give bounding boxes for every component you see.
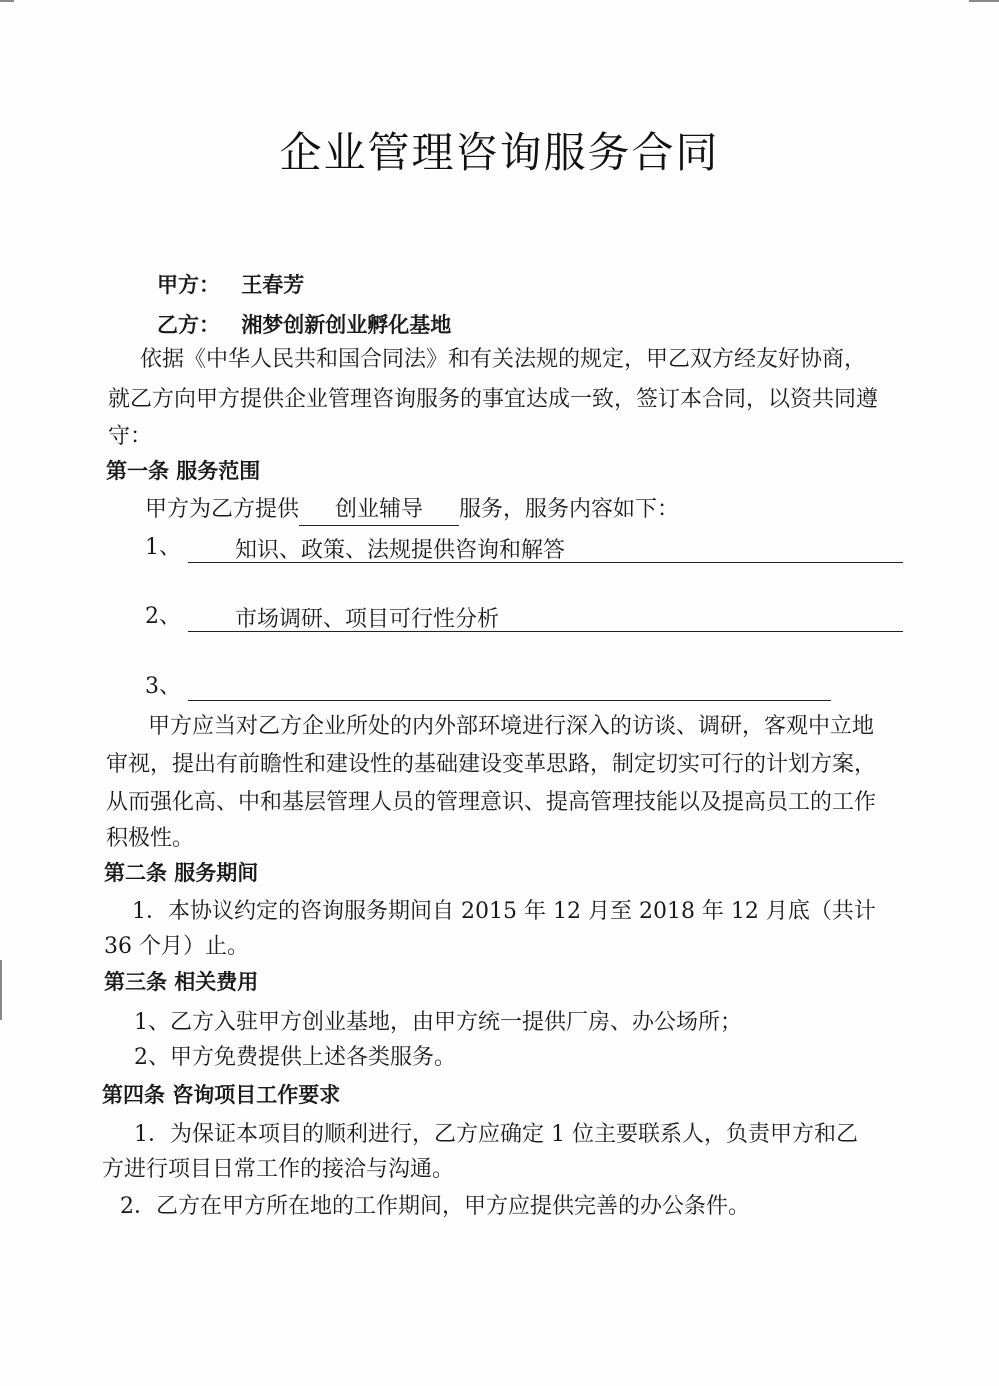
service-name-field bbox=[299, 495, 459, 526]
item-3-underline bbox=[188, 700, 831, 701]
article-2-heading: 第二条 服务期间 bbox=[104, 861, 259, 885]
item-2-text: 市场调研、项目可行性分析 bbox=[235, 607, 500, 632]
party-b-name: 湘梦创新创业孵化基地 bbox=[241, 313, 452, 337]
article-2-line-2: 36 个月）止。 bbox=[104, 934, 249, 959]
article-2-line-1: 1．本协议约定的咨询服务期间自 2015 年 12 月至 2018 年 12 月底（共计 bbox=[132, 899, 876, 924]
item-1-underline bbox=[188, 562, 903, 563]
item-2-number: 2、 bbox=[145, 604, 181, 629]
party-a-line bbox=[157, 270, 304, 300]
scan-corner-mark-top-right bbox=[969, 0, 999, 2]
party-b-label: 乙方： bbox=[157, 313, 220, 337]
article-4-item-1-line-2: 方进行项目日常工作的接洽与沟通。 bbox=[102, 1157, 455, 1182]
article-1-paragraph-line-3: 从而强化高、中和基层管理人员的管理意识、提高管理技能以及提高员工的工作 bbox=[106, 790, 877, 815]
party-b-line bbox=[157, 310, 451, 340]
item-1-number: 1、 bbox=[145, 535, 181, 560]
article-1-paragraph-line-4: 积极性。 bbox=[106, 826, 195, 851]
intro-line-3: 守： bbox=[108, 424, 153, 449]
article-4-item-2: 2．乙方在甲方所在地的工作期间，甲方应提供完善的办公条件。 bbox=[120, 1194, 750, 1219]
scan-edge-mark-left bbox=[0, 960, 2, 1020]
service-name-value: 创业辅导 bbox=[335, 497, 424, 522]
party-a-name: 王春芳 bbox=[241, 273, 305, 297]
item-3-number: 3、 bbox=[145, 674, 181, 699]
intro-line-1: 依据《中华人民共和国合同法》和有关法规的规定，甲乙双方经友好协商， bbox=[140, 347, 867, 372]
article-1-paragraph-line-1: 甲方应当对乙方企业所处的内外部环境进行深入的访谈、调研，客观中立地 bbox=[148, 714, 875, 739]
item-2-underline bbox=[188, 631, 903, 632]
article-4-item-1-line-1: 1．为保证本项目的顺利进行，乙方应确定 1 位主要联系人，负责甲方和乙 bbox=[134, 1122, 858, 1147]
article-4-heading: 第四条 咨询项目工作要求 bbox=[102, 1083, 341, 1107]
service-provide-line bbox=[145, 495, 679, 526]
article-3-item-1: 1、乙方入驻甲方创业基地，由甲方统一提供厂房、办公场所； bbox=[134, 1010, 742, 1035]
article-1-paragraph-line-2: 审视，提出有前瞻性和建设性的基础建设变革思路，制定切实可行的计划方案， bbox=[106, 752, 877, 777]
article-3-heading: 第三条 相关费用 bbox=[104, 970, 259, 994]
service-provide-prefix: 甲方为乙方提供 bbox=[145, 497, 300, 522]
party-a-label: 甲方： bbox=[157, 273, 220, 297]
article-3-item-2: 2、甲方免费提供上述各类服务。 bbox=[134, 1045, 456, 1070]
intro-line-2: 就乙方向甲方提供企业管理咨询服务的事宜达成一致，签订本合同，以资共同遵 bbox=[108, 387, 879, 412]
article-1-heading: 第一条 服务范围 bbox=[106, 459, 261, 483]
item-1-text: 知识、政策、法规提供咨询和解答 bbox=[235, 538, 566, 563]
scan-corner-mark-top-left bbox=[0, 0, 14, 2]
document-title: 企业管理咨询服务合同 bbox=[279, 128, 720, 177]
service-provide-suffix: 服务，服务内容如下： bbox=[459, 497, 680, 522]
